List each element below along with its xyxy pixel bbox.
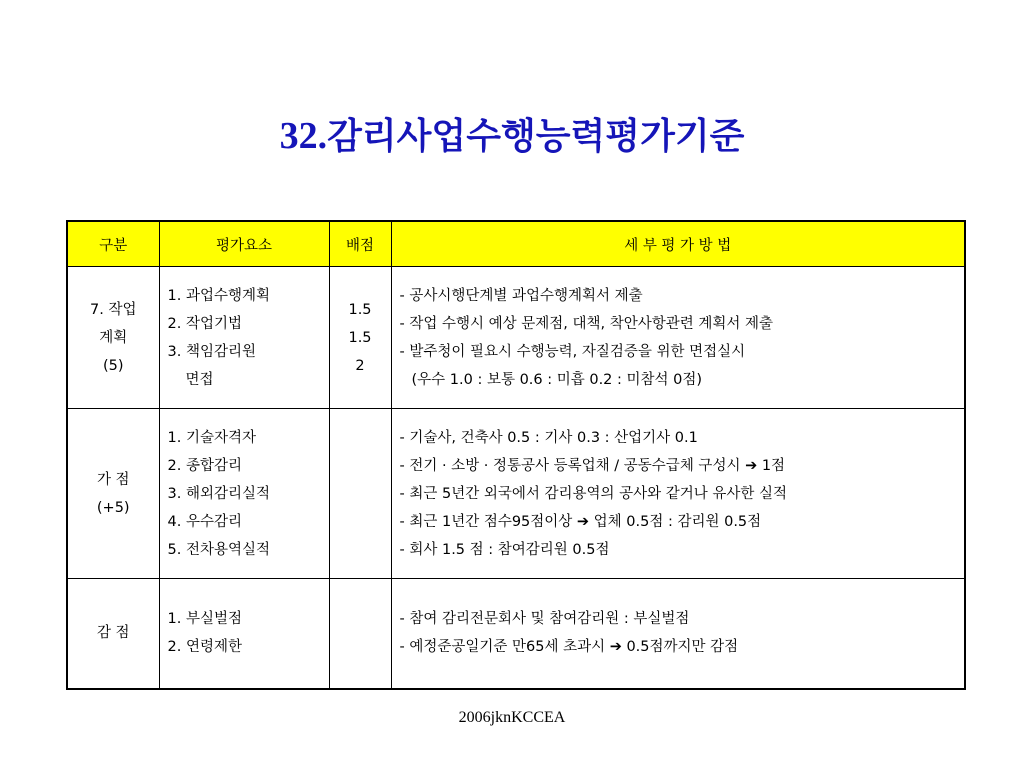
category-cell	[67, 579, 159, 689]
factors-cell	[159, 409, 329, 579]
factor-item: 5. 전차용역실적	[167, 541, 270, 558]
factor-item: 1. 기술자격자	[167, 429, 256, 446]
factor-item: 1. 과업수행계획	[167, 287, 270, 304]
factor-item: 3. 책임감리원	[167, 343, 256, 360]
header-factors: 평가요소	[159, 221, 329, 267]
factor-item: 1. 부실벌점	[167, 611, 242, 628]
category-cell	[67, 267, 159, 409]
methods-cell	[391, 579, 965, 689]
method-item: - 발주청이 필요시 수행능력, 자질검증을 위한 면접실시	[399, 343, 746, 360]
score-value: 2	[355, 357, 365, 374]
table-header-row	[67, 221, 965, 267]
header-methods: 세 부 평 가 방 법	[391, 221, 965, 267]
factor-item: 면접	[185, 371, 214, 388]
method-item: - 최근 5년간 외국에서 감리용역의 공사와 같거나 유사한 실적	[399, 485, 787, 502]
methods-cell	[391, 267, 965, 409]
category-line: 가 점	[96, 471, 130, 488]
method-item: - 전기 · 소방 · 정통공사 등록업채 / 공동수급체 구성시 ➔ 1점	[399, 457, 786, 474]
score-value: 1.5	[348, 301, 372, 318]
method-item: - 예정준공일기준 만65세 초과시 ➔ 0.5점까지만 감점	[399, 639, 739, 656]
header-score: 배점	[329, 221, 391, 267]
score-cell	[329, 579, 391, 689]
category-cell	[67, 409, 159, 579]
header-category: 구분	[67, 221, 159, 267]
method-item: (우수 1.0 : 보통 0.6 : 미흡 0.2 : 미참석 0점)	[411, 371, 703, 388]
title-text: 감리사업수행능력평가기준	[327, 116, 745, 157]
method-item: - 기술사, 건축사 0.5 : 기사 0.3 : 산업기사 0.1	[399, 429, 698, 446]
page-title	[0, 108, 1024, 159]
factor-item: 3. 해외감리실적	[167, 485, 270, 502]
factor-item: 2. 연령제한	[167, 639, 242, 656]
method-item: - 회사 1.5 점 : 참여감리원 0.5점	[399, 541, 610, 558]
evaluation-criteria-table	[66, 220, 966, 690]
factor-item: 2. 작업기법	[167, 315, 242, 332]
factor-item: 2. 종합감리	[167, 457, 242, 474]
score-cell	[329, 409, 391, 579]
category-line: 7. 작업	[90, 301, 137, 318]
method-item: - 공사시행단계별 과업수행계획서 제출	[399, 287, 643, 304]
table-row	[67, 409, 965, 579]
methods-cell	[391, 409, 965, 579]
table-row	[67, 579, 965, 689]
footer-text: 2006jknKCCEA	[458, 709, 566, 726]
category-line: (+5)	[96, 499, 130, 516]
factors-cell	[159, 267, 329, 409]
score-cell	[329, 267, 391, 409]
factor-item: 4. 우수감리	[167, 513, 242, 530]
title-number: 32.	[279, 115, 328, 157]
table-row	[67, 267, 965, 409]
category-line: (5)	[102, 357, 124, 374]
category-line: 계획	[99, 329, 128, 346]
score-value: 1.5	[348, 329, 372, 346]
method-item: - 최근 1년간 점수95점이상 ➔ 업체 0.5점 : 감리원 0.5점	[399, 513, 762, 530]
category-line: 감 점	[96, 625, 130, 642]
method-item: - 작업 수행시 예상 문제점, 대책, 착안사항관련 계획서 제출	[399, 315, 773, 332]
method-item: - 참여 감리전문회사 및 참여감리원 : 부실벌점	[399, 611, 690, 628]
factors-cell	[159, 579, 329, 689]
